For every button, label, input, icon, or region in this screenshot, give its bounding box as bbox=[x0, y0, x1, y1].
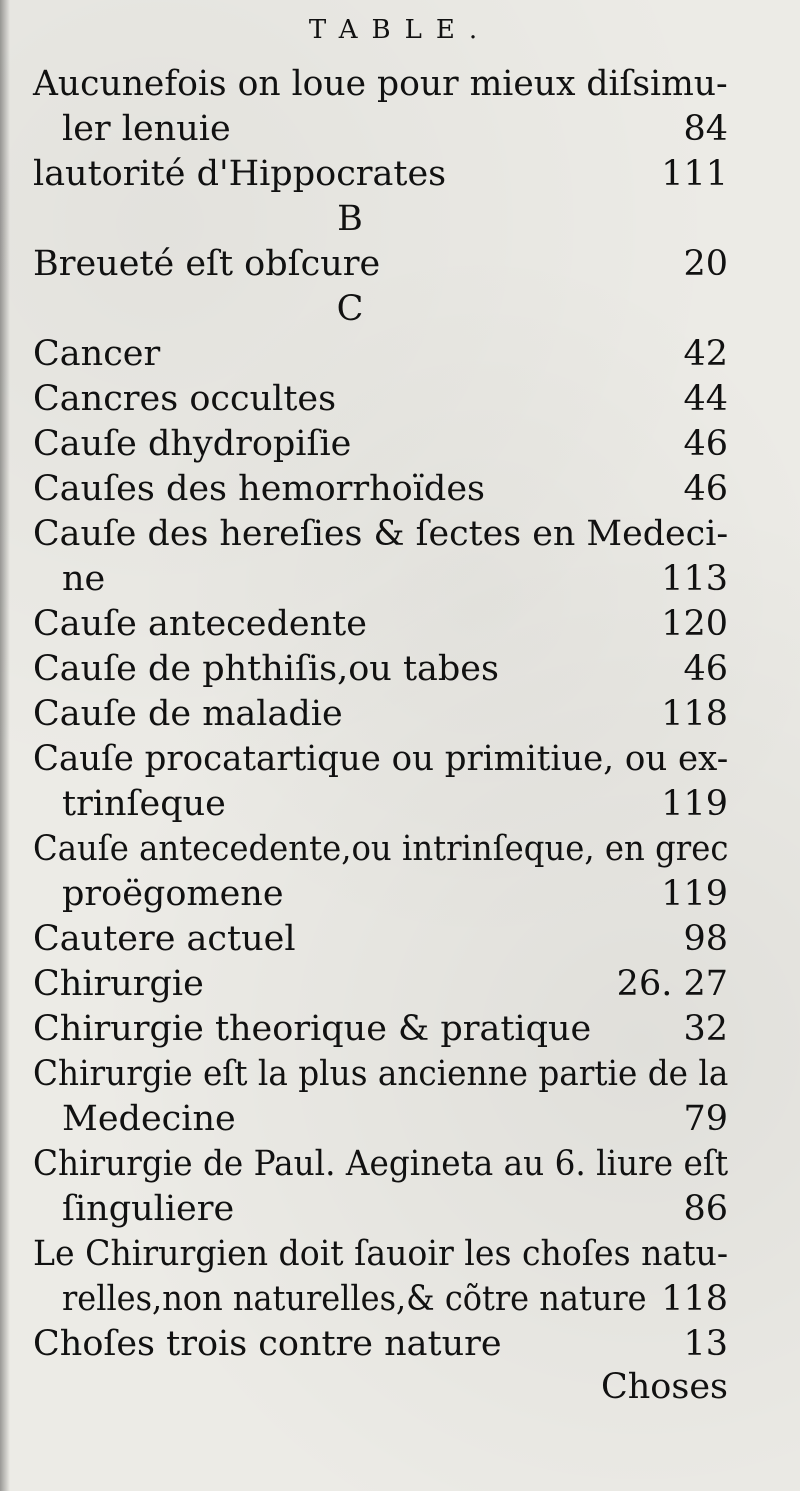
index-line bbox=[0, 422, 800, 467]
index-line bbox=[0, 242, 800, 287]
entry-page: 118 bbox=[661, 694, 728, 734]
index-line bbox=[0, 872, 800, 917]
entry-text: Cauſe procatartique ou primitiue, ou ex- bbox=[33, 739, 729, 779]
index-line bbox=[0, 737, 800, 782]
index-line bbox=[0, 647, 800, 692]
entry-text: Cauſe antecedente bbox=[33, 604, 367, 644]
running-head: TABLE. bbox=[308, 15, 492, 45]
index-line bbox=[0, 1097, 800, 1142]
entry-text: Cancres occultes bbox=[33, 379, 337, 419]
index-line bbox=[0, 332, 800, 377]
index-line bbox=[0, 1277, 800, 1322]
entry-page: 79 bbox=[683, 1099, 728, 1139]
entry-page: 32 bbox=[683, 1009, 728, 1049]
entry-text: Breueté eſt obſcure bbox=[33, 244, 381, 284]
index-line bbox=[0, 107, 800, 152]
entry-text: relles,non naturelles,& cõtre nature bbox=[62, 1279, 647, 1319]
index-line bbox=[0, 827, 800, 872]
entry-page: 46 bbox=[683, 469, 728, 509]
index-line bbox=[0, 917, 800, 962]
entry-text: Medecine bbox=[62, 1099, 236, 1139]
index-line bbox=[0, 1052, 800, 1097]
entry-page: 46 bbox=[683, 649, 728, 689]
entry-page: 42 bbox=[683, 334, 728, 374]
index-line bbox=[0, 467, 800, 512]
entry-text: Chirurgie eſt la plus ancienne partie de la bbox=[33, 1054, 729, 1094]
section-letter-text: B bbox=[337, 199, 363, 239]
entry-page: 86 bbox=[683, 1189, 728, 1229]
entry-text: Cancer bbox=[33, 334, 161, 374]
entry-page: 119 bbox=[661, 784, 728, 824]
index-line bbox=[0, 1232, 800, 1277]
entry-text: Chirurgie bbox=[33, 964, 204, 1004]
section-letter bbox=[0, 287, 800, 332]
index-line bbox=[0, 1322, 800, 1367]
index-line bbox=[0, 1142, 800, 1187]
entry-page: 120 bbox=[661, 604, 728, 644]
entry-page: 84 bbox=[683, 109, 728, 149]
entry-text: Cauſe de maladie bbox=[33, 694, 343, 734]
index-line bbox=[0, 512, 800, 557]
entry-text: Cauſes des hemorrhoïdes bbox=[33, 469, 486, 509]
catchword: Choses bbox=[600, 1367, 728, 1407]
index-line bbox=[0, 377, 800, 422]
entry-text: Chirurgie de Paul. Aegineta au 6. liure eſt bbox=[33, 1144, 729, 1184]
entry-page: 26. 27 bbox=[616, 964, 728, 1004]
index-line bbox=[0, 62, 800, 107]
entry-text: Le Chirurgien doit ſauoir les choſes natu- bbox=[33, 1234, 729, 1274]
entry-page: 20 bbox=[683, 244, 728, 284]
entry-text: Cauſe des hereſies & ſectes en Medeci- bbox=[33, 514, 729, 554]
entry-page: 46 bbox=[683, 424, 728, 464]
entry-page: 111 bbox=[661, 154, 728, 194]
index-line bbox=[0, 962, 800, 1007]
entry-text: ſinguliere bbox=[62, 1189, 235, 1229]
index-line bbox=[0, 557, 800, 602]
index-line bbox=[0, 1007, 800, 1052]
entry-text: ne bbox=[62, 559, 106, 599]
index-entries bbox=[0, 62, 800, 1367]
index-line bbox=[0, 1187, 800, 1232]
index-line bbox=[0, 692, 800, 737]
entry-text: Cautere actuel bbox=[33, 919, 296, 959]
entry-text: Cauſe antecedente,ou intrinſeque, en grec bbox=[33, 829, 729, 869]
index-line bbox=[0, 782, 800, 827]
entry-page: 119 bbox=[661, 874, 728, 914]
section-letter bbox=[0, 197, 800, 242]
entry-page: 13 bbox=[683, 1324, 728, 1364]
entry-text: Cauſe de phthiſis,ou tabes bbox=[33, 649, 499, 689]
section-letter-text: C bbox=[336, 289, 364, 329]
entry-page: 98 bbox=[683, 919, 728, 959]
entry-text: ler lenuie bbox=[62, 109, 231, 149]
entry-text: proëgomene bbox=[62, 874, 284, 914]
entry-text: lautorité d'Hippocrates bbox=[33, 154, 447, 194]
entry-text: Aucunefois on loue pour mieux diſsimu- bbox=[33, 64, 728, 104]
index-line bbox=[0, 602, 800, 647]
entry-text: Choſes trois contre nature bbox=[33, 1324, 502, 1364]
entry-text: trinſeque bbox=[62, 784, 226, 824]
entry-page: 113 bbox=[661, 559, 728, 599]
entry-text: Cauſe dhydropiſie bbox=[33, 424, 352, 464]
entry-page: 118 bbox=[661, 1279, 728, 1319]
entry-page: 44 bbox=[683, 379, 728, 419]
entry-text: Chirurgie theorique & pratique bbox=[33, 1009, 592, 1049]
index-line bbox=[0, 152, 800, 197]
